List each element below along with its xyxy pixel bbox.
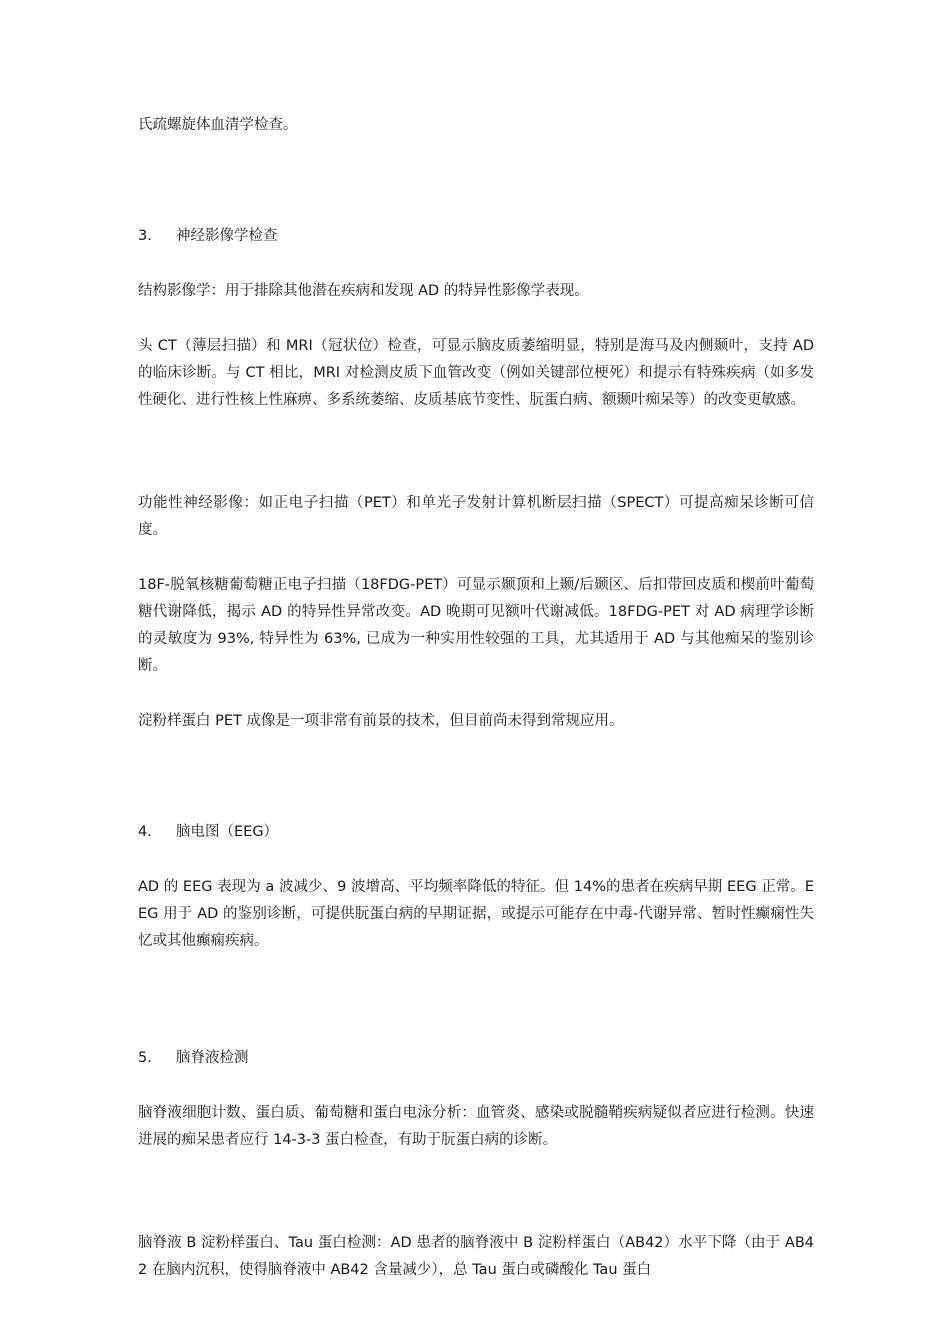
section-heading-3 [138, 223, 814, 250]
section-number: 4. [138, 824, 152, 840]
section-heading-4 [138, 819, 814, 846]
section-title: 神经影像学检查 [176, 228, 278, 244]
paragraph-csf-amyloid-tau: 脑脊液 B 淀粉样蛋白、Tau 蛋白检测：AD 患者的脑脊液中 B 淀粉样蛋白（AB42）水平下降（由于 AB42 在脑内沉积，使得脑脊液中 AB42 含量减少），总 Tau 蛋白或磷酸化 Tau 蛋白 [138, 1235, 814, 1278]
section-number: 5. [138, 1050, 152, 1066]
paragraph-fdg-pet: 18F-脱氧核糖葡萄糖正电子扫描（18FDG-PET）可显示颞顶和上颞/后颞区、后扣带回皮质和楔前叶葡萄糖代谢降低，揭示 AD 的特异性异常改变。AD 晚期可见额叶代谢减低。18FDG-PET 对 AD 病理学诊断的灵敏度为 93%, 特异性为 63%, 已成为一种实用性较强的工具，尤其适用于 AD 与其他痴呆的鉴别诊断。 [138, 577, 814, 674]
paragraph-functional-imaging: 功能性神经影像：如正电子扫描（PET）和单光子发射计算机断层扫描（SPECT）可提高痴呆诊断可信度。 [138, 495, 814, 538]
section-title: 脑电图（EEG） [176, 824, 279, 840]
paragraph-amyloid-pet: 淀粉样蛋白 PET 成像是一项非常有前景的技术，但目前尚未得到常规应用。 [138, 713, 624, 729]
section-heading-5 [138, 1045, 814, 1072]
document-body [138, 112, 814, 1284]
paragraph-structural-imaging: 结构影像学：用于排除其他潜在疾病和发现 AD 的特异性影像学表现。 [138, 283, 589, 299]
paragraph-csf-analysis: 脑脊液细胞计数、蛋白质、葡萄糖和蛋白电泳分析：血管炎、感染或脱髓鞘疾病疑似者应进行检测。快速进展的痴呆患者应行 14-3-3 蛋白检查，有助于朊蛋白病的诊断。 [138, 1105, 814, 1148]
paragraph-intro: 氏疏螺旋体血清学检查。 [138, 117, 298, 133]
paragraph-eeg: AD 的 EEG 表现为 a 波减少、9 波增高、平均频率降低的特征。但 14%的患者在疾病早期 EEG 正常。EEG 用于 AD 的鉴别诊断，可提供朊蛋白病的早期证据，或提示可能存在中毒-代谢异常、暂时性癫痫性失忆或其他癫痫疾病。 [138, 879, 814, 949]
section-number: 3. [138, 228, 152, 244]
paragraph-ct-mri: 头 CT（薄层扫描）和 MRI（冠状位）检查，可显示脑皮质萎缩明显，特别是海马及内侧颞叶，支持 AD 的临床诊断。与 CT 相比，MRI 对检测皮质下血管改变（例如关键部位梗死）和提示有特殊疾病（如多发性硬化、进行性核上性麻痹、多系统萎缩、皮质基底节变性、朊蛋白病、额颞叶痴呆等）的改变更敏感。 [138, 338, 814, 408]
section-title: 脑脊液检测 [176, 1050, 249, 1066]
